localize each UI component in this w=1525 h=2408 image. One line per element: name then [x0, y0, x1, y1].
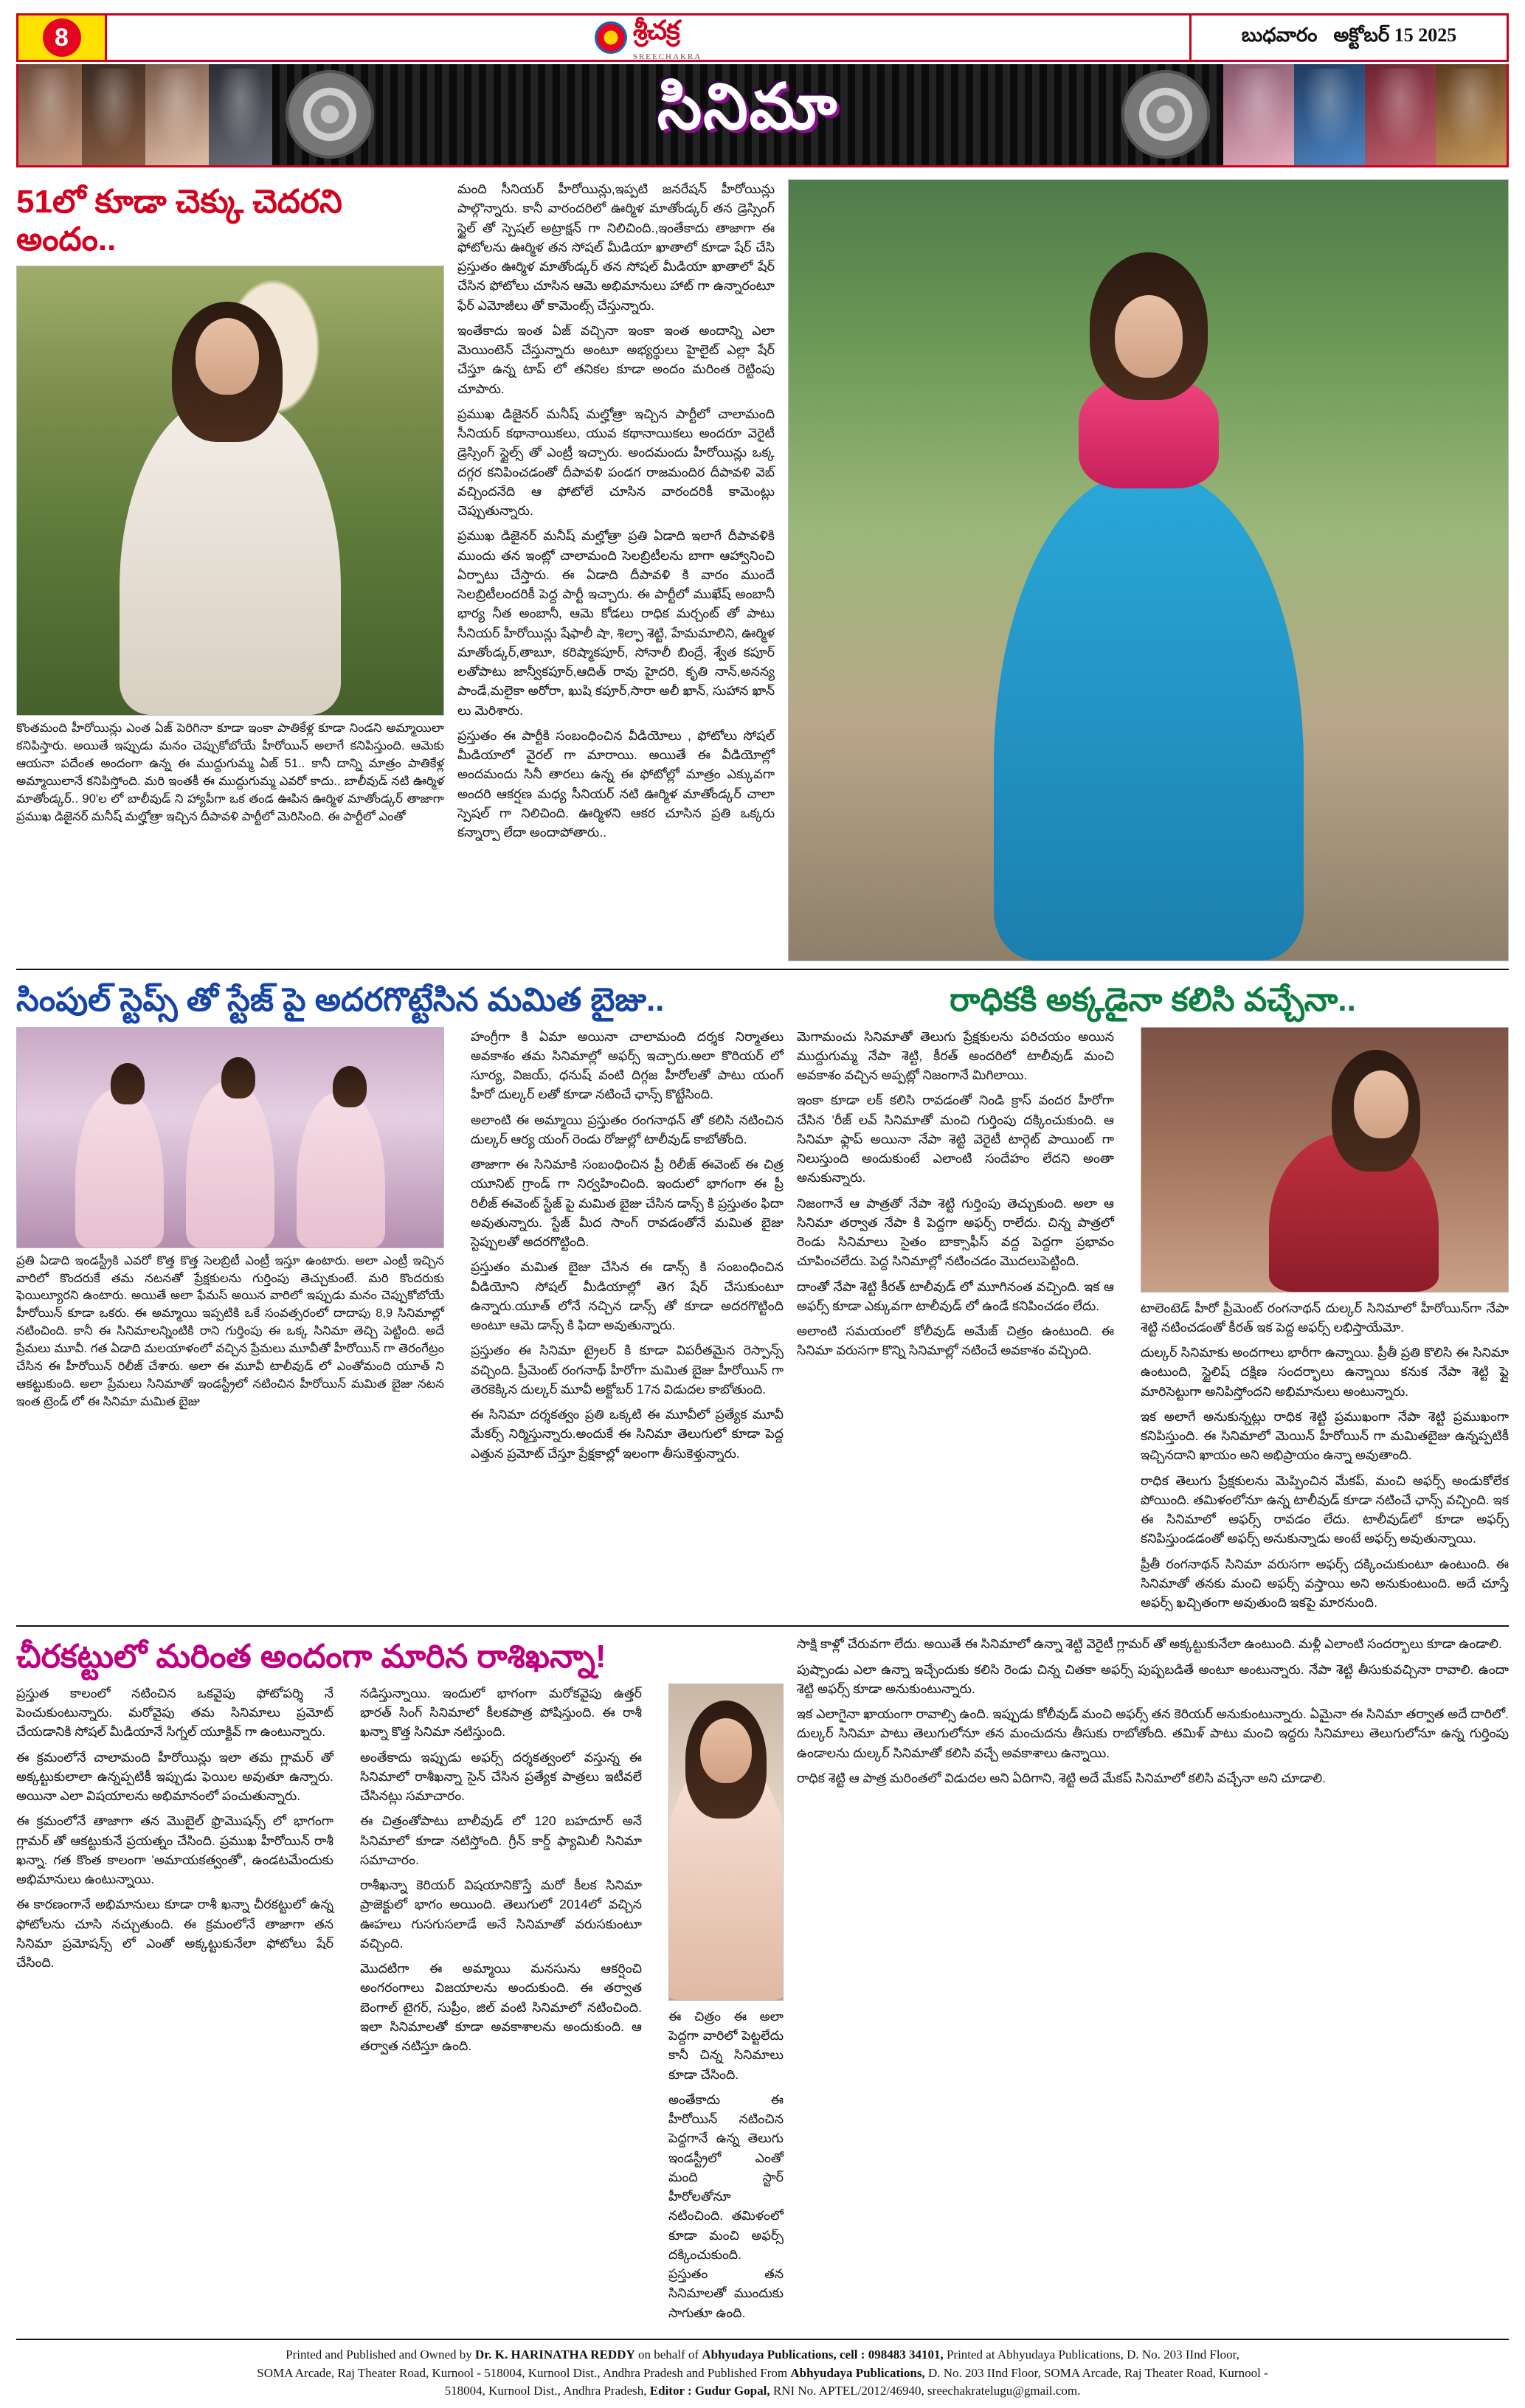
imprint-line-1 — [16, 2346, 1509, 2364]
story-1-para-2: ఇంతేకాదు ఇంత ఏజ్ వచ్చినా ఇంకా ఇంత అందాన్ని ఎలా మెయింటెన్ చేస్తున్నారు అంటూ అభ్యర్థులు హైలైట్ ఎల్లా షేర్ చేస్తూ ఉన్న టాప్ లో తనికల కూడా అందం మరింత రెట్టింపు చూపారు. — [457, 322, 775, 396]
story-3-right-para-2: దుల్కర్ సినిమాకు అందగాలు భారీగా ఉన్నాయి. ప్రీతీ ప్రతి కొలిసి ఈ సినిమా ఉంటుంది, స్టైలిష్ దక్షిణ సందర్భాలు ఉన్నాయి కనుక నేపా శెట్టి ఫ్లై మారిసెట్టుగా అనిపిస్తోందని అభిమానులు అంటున్నారు. — [1141, 1345, 1509, 1399]
banner-photo-6 — [1294, 64, 1365, 165]
masthead-weekday: బుధవారం — [1241, 24, 1318, 46]
sandeepa-photo — [788, 179, 1509, 961]
banner-photo-2 — [82, 64, 145, 165]
radhika-photo — [1141, 1027, 1509, 1293]
story-3-right-para-3: ఇక అలాగే అనుకున్నట్లు రాధిక శెట్టి ప్రముఖంగా నేపా శెట్టి ప్రముఖంగా కనిపిస్తుంది. ఈ సినిమాలో మెయిన్ హీరోయిన్ గా మమితబైజు ఉన్నప్పటికీ ఇచ్చినదాని ఖాయం అని అభిప్రాయం ఉన్నా అవుతాంది. — [1141, 1408, 1509, 1463]
imprint-line-2 — [16, 2364, 1509, 2383]
raashii-photo — [668, 1684, 784, 2001]
story-4-c2-para-3: ఈ చిత్రంతోపాటు బాలీవుడ్ లో 120 బహదూర్ అనే సినిమాలో కూడా నటిస్తోంది. గ్రీన్ కార్డ్ ఫ్యామిలీ సినిమా సమాచారం. — [360, 1813, 642, 1867]
banner-photo-5 — [1223, 64, 1294, 165]
urmila-photo — [16, 266, 444, 716]
imprint-mid: on behalf of — [634, 2347, 702, 2362]
story-2-caption: ప్రతి ఏడాది ఇండస్ట్రీకి ఎవరో కొత్త కొత్త సెలబ్రిటీ ఎంట్రీ ఇస్తూ ఉంటారు. అలా ఎంట్రీ ఇచ్చిన వారిలో కొందరుకే తమ నటనతో ప్రేక్షకులను గుర్తింపు తెచ్చుకుంటే. మరి కొందరుకు ఫెయిల్యూరని ఉంటారు. అయితే అలా ఫేమస్ అయిన వారిలో ఇప్పుడు మనం చెప్పుకోబోయే హీరోయిన్ కూడా ఒకరు. ఈ అమ్మాయి ఇప్పటికి ఒకే సంవత్సరంలో దాదాపు 8,9 సినిమాల్లో నటించింది. కానీ ఈ సినిమాలన్నింటికి రాని గుర్తింపు ఈ ఒక్క సినిమా తెచ్చి పెట్టింది. అదే ప్రేమలు మూవీ. గత ఏడాది మలయాళంలో వచ్చిన ప్రేమలు మూవీతో హీరోయిన్ గా తెరంగేట్రం చేసిన ఈ హీరోయిన్ రిలీజ్ చేశారు. అలా ఈ మూవీ టాలీవుడ్ లో ఎంతోమంది యూత్ ని ఆకట్టుకుంది. అలా ప్రేమలు సినిమాతో ఇండస్ట్రీలో నటించిన హీరోయిన్ మమిత బైజు నటన ఇంత ట్రెండ్ లో ఈ సినిమా మమిత బైజు — [16, 1253, 444, 1408]
banner-photo-4 — [209, 64, 272, 165]
story-3-cont-para-4: రాధిక శెట్టి ఆ పాత్ర మరింతలో విడుదల అని ఏదిగాని, శెట్టి అదే మేకప్ సినిమాలో కలిసి వచ్చేనా అని చూడాలి. — [797, 1770, 1327, 1785]
banner-title: సినిమా — [657, 71, 839, 142]
story-1-para-1: మంది సీనియర్ హీరోయిన్లు,ఇప్పటి జనరేషన్ హీరోయిన్లు పాల్గొన్నారు. కానీ వారందరిలో ఊర్మిళ మాతోండ్కర్ తన డ్రెస్సింగ్ స్టైల్ తో స్పెషల్ అట్రాక్షన్ గా నిలిచింది.,ఇంతేకాదు తాజాగా ఈ ఫోటోలను ఊర్మిళ తన సోషల్ మీడియా ఖాతాలో కూడా షేర్ చేసి ప్రస్తుతం ఊర్మిళ మాతోండ్కర్ తన సోషల్ మీడియా ఖాతాలో షేర్ చేసిన ఫోటోలు చూసిన ఆమె అభిమానులు హాట్ గా ఉన్నారంటూ ఫేర్ ఎమోజీలు తో కామెంట్స్ చేస్తున్నారు. — [457, 181, 775, 313]
story-3-body-right — [1141, 1298, 1509, 1613]
imprint-address-1: SOMA Arcade, Raj Theater Road, Kurnool - 518004, Kurnool Dist., Andhra Pradesh and Published From — [257, 2365, 791, 2380]
imprint-publisher-cell: Abhyudaya Publications, cell : 098483 34101, — [702, 2347, 944, 2362]
masthead-date — [1189, 15, 1507, 60]
story-1 — [16, 179, 1509, 961]
brand-block — [107, 15, 1189, 60]
story-4-c2-para-5: మొదటిగా ఈ అమ్మాయి మనసును ఆకర్షించి అంగరంగాలు విజయాలను అందుకుంది. ఈ తర్వాత బెంగాల్ టైగర్, సుప్రీం, జిల్ వంటి సినిమాలో నటించింది. ఇలా సినిమాలతో కూడా అవకాశాలను అందుకుంది. ఆ తర్వాత నటిస్తూ ఉంది. — [360, 1961, 642, 2054]
story-2-para-4: ప్రస్తుతం మమిత బైజు చేసిన ఈ డాన్స్ కి సంబంధించిన వీడియోని సోషల్ మీడియాల్లో తెగ షేర్ చేసుకుంటూ ఉన్నారు.యూత్ లోనే నచ్చిన డాన్స్ తో కూడా అదరగొట్టింది అంటూ ఆమె డాన్స్ కి ఫిదా అవుతున్నారు. — [471, 1259, 784, 1333]
story-4-c2-para-1: నడిస్తున్నాయి. ఇందులో భాగంగా మరోకవైపు ఉత్తర్ భారత్ సింగ్ సినిమాలో కీలకపాత్ర పోషిస్తుంది. ఈ రాశీ ఖన్నా కొత్త సినిమా నటిస్తుంది. — [360, 1685, 642, 1740]
story-1-para-3: ప్రముఖ డిజైనర్ మనీష్ మల్హోత్రా ఇచ్చిన పార్టీలో చాలామంది సీనియర్ కథానాయికలు, యువ కథానాయికలు అందరూ వెరైటీ డ్రెస్సింగ్ స్టైల్స్ తో ఎంట్రీ ఇచ్చారు. అందమందు హీరోయిన్లు ఒక్క దగ్గర కనిపించడంతో దీపావళి పండగ రాజమందిర దీపావళి వెబ్ వచ్చిందనేది ఆ ఫోటోలే చూసిన వారందరికీ కామెంట్లు చెప్పుతున్నారు. — [457, 406, 775, 518]
imprint-owner: Dr. K. HARINATHA REDDY — [474, 2347, 635, 2362]
imprint-suffix: Printed at Abhyudaya Publications, D. No. 203 IInd Floor, — [943, 2347, 1239, 2362]
masthead-date-text: అక్టోబర్ 15 2025 — [1333, 24, 1457, 46]
film-reel-icon-left — [286, 70, 374, 159]
divider-1 — [16, 969, 1509, 970]
story-2-para-3: తాజాగా ఈ సినిమాకి సంబంధించిన ప్రీ రిలీజ్ ఈవెంట్ ఈ చిత్ర యూనిట్ గ్రాండ్ గా నిర్వహించింది. ఇందులో భాగంగా ఈ ప్రీ రిలీజ్ ఈవెంట్ స్టేజ్ పై మమిత బైజు చేసిన డాన్స్ కి ప్రస్తుతం ఫిదా అవుతున్నారు. స్టేజ్ మీద సాంగ్ రావడంతోనే మమిత బైజు స్టెప్పులతో అదరగొట్టింది. — [471, 1157, 784, 1250]
imprint-publisher-2: Abhyudaya Publications, — [790, 2365, 925, 2380]
story-4-body-3 — [668, 2007, 784, 2322]
story-4-c1-para-2: ఈ క్రమంలోనే చాలామంది హీరోయిన్లు ఇలా తమ గ్లామర్ తో అక్కట్టుకులాలా ఉన్నప్పటికీ ఇప్పుడు ఫెయిల అవుతూ ఉన్నారు. అయినా ఎలా విషయాలను అభిమానంలో పంచుతున్నారు. — [16, 1749, 333, 1804]
banner-photo-1 — [18, 64, 82, 165]
story-2-3-row — [16, 978, 1509, 1618]
story-3-cont-para-3: ఇక ఎలాగైనా ఖాయంగా రావాల్సి ఉంది. ఇప్పుడు కోలీవుడ్ మంచి అఫర్స్ తన కెరియర్ అనుకుంటున్నారు. ఏమైనా ఈ సినిమా తర్వాత అదే దారిలో. దుల్కర్ సినిమా పాటు తెలుగులోనూ తన మంచుదను తీసుకు రాబోతోంది. తమిళ్ పాటు మంచి ఇద్దరు సినిమాలు తెలుగులోనూ ఉన్న గుర్తింపు ఉండాలను దుల్కర్ సినిమాతో కలిసి వచ్చే అవకాశాలు ఉన్నాయి. — [797, 1706, 1509, 1760]
story-2-para-5: ప్రస్తుతం ఈ సినిమా ట్రైలర్ కి కూడా విపరీతమైన రెస్పాన్స్ వచ్చింది. ప్రీమెంట్ రంగనాథ్ హీరోగా మమిత బైజు హీరోయిన్ గా తెరకెక్కిన దుల్కర్ మూవీ అక్టోబర్ 17న విడుదల కాబోతుంది. — [471, 1343, 784, 1397]
imprint-line-3 — [16, 2382, 1509, 2401]
story-4-c3-para-2: అంతేకాదు ఈ హీరోయిన్ నటించిన పెద్దగానే ఉన్న తెలుగు ఇండస్ట్రీలో ఎంతో మంది స్టార్ హీరోలతోనూ నటించింది. తమిళంలో కూడా మంచి అఫర్స్ దక్కించుకుంది. ప్రస్తుతం తన సినిమాలతో ముందుకు సాగుతూ ఉంది. — [668, 2092, 784, 2320]
story-2-para-6: ఈ సినిమా దర్శకత్వం ప్రతి ఒక్కటి ఈ మూవీలో ప్రత్యేక మూవీ మేకర్స్ నిర్మిస్తున్నారు.అందుకే ఈ సినిమా తెలుగులో కూడా పెద్ద ఎత్తున ప్రమోట్ చేస్తూ ప్రేక్షకాల్లో ఇలంగా తీసుకెళ్తున్నారు. — [471, 1407, 784, 1461]
imprint-footer — [16, 2339, 1509, 2401]
cinema-banner — [16, 64, 1509, 167]
story-2-para-2: అలాంటి ఈ అమ్మాయి ప్రస్తుతం రంగనాథన్ తో కలిసి నటించిన దుల్కర్ ఆర్య యంగ్ రెండు రోజుల్లో టాలీవుడ్ కాబోతోంది. — [471, 1112, 784, 1146]
imprint-address-2: D. No. 203 IInd Floor, SOMA Arcade, Raj Theater Road, Kurnool - — [924, 2365, 1268, 2380]
story-4-c2-para-2: అంతేకాదు ఇప్పుడు అఫర్స్ దర్శకత్వంలో వస్తున్న ఈ సినిమాలో రాశీఖన్నా సైన్ చేసిన ప్రత్యేక పాత్రలు ఇటీవలే చేసినట్లు సమాచారం. — [360, 1749, 642, 1804]
story-2-body — [471, 1027, 784, 1463]
story-4-body-1 — [16, 1684, 333, 1973]
story-3-cont-para-1: సాక్షి కాళ్లో చేరువగా లేదు. అయితే ఈ సినిమాలో ఉన్నా శెట్టి వెరైటీ గ్లామర్ తో అక్కట్టుకునేలా ఉంటుంది. మళ్లీ ఎలాంటి సందర్భాలు కూడా ఉండాలి. — [797, 1636, 1502, 1652]
story-4 — [16, 1634, 1509, 2328]
brand-title: శ్రీచక్ర — [632, 15, 679, 45]
brand-subtitle: SREECHAKRA — [632, 52, 702, 61]
story-3-para-2: ఇంకా కూడా లక్ కలిసి రావడంతో నిండి క్రాస్ వందర హీరోగా చేసిన 'రీజ్ లవ్ సినిమాతో మంచి గుర్తింపు దక్కించుకుంది. ఆ సినిమా ఫ్లాప్ అయినా నేపా శెట్టి వెరైటీ టార్గెట్ పాయింట్ గా నిలుస్తుంది అందుకుంటే ఎలాంటి సందేహం లేదని అంతా అనుకున్నారు. — [797, 1093, 1114, 1186]
mamitha-stage-photo — [16, 1027, 444, 1248]
banner-photo-7 — [1365, 64, 1436, 165]
story-1-para-4: ప్రముఖ డిజైనర్ మనీష్ మల్హోత్రా ప్రతి ఏడాది ఇలాగే దీపావళికి ముందు తన ఇంట్లో చాలామంది సెలబ్రిటీలను బాగా ఆహ్వానించి ఏర్పాటు చేస్తారు. ఈ ఏడాది దీపావళి కి వారం ముందే సెలబ్రిటీలందరికీ పెద్ద పార్టీ ఇచ్చారు. ఈ పార్టీలో ముఖేష్ అంబానీ భార్య నీత అంబానీ, ఆమె కోడలు రాధిక మర్చంట్ తో పాటు సీనియర్ హీరోయిన్లు షేఫాలీ షా, శిల్పా శెట్టి, హేమమాలిని, ఊర్మిళ మాతోండ్కర్,తాబూ, కరిష్మాకపూర్, సోనాలీ బింద్రే, శ్వేత కపూర్ లతోపాటు జాన్వీకపూర్,ఆదిత్ రావు హైదరి, కృతి నాన్,అనన్య పాండే,మలైకా అరోరా, ఖుషి కపూర్,సారా అలీ ఖాన్, సుహాన ఖాన్ లు మెరిశారు. — [457, 528, 775, 718]
story-3-right-para-1: టాలెంటెడ్ హీరో ప్రీమెంట్ రంగనాథన్ దుల్కర్ సినిమాలో హీరోయిన్‌గా నేపా శెట్టి నటించడంతో కీరత్ ఇక పెద్ద అఫర్స్ లభిస్తాయేమో. — [1141, 1300, 1509, 1335]
film-reel-icon-right — [1121, 70, 1210, 159]
story-1-para-5: ప్రస్తుతం ఈ పార్టీకి సంబంధించిన వీడియోలు , ఫోటోలు సోషల్ మీడియాలో వైరల్ గా మారాయి. అయితే ఈ వీడియోల్లో అందమందు సినీ తారలు ఉన్న ఈ ఫోటోల్లో మాత్రం ఎక్కువగా అందరి ఆకర్షణ మధ్య సీనియర్ నటి ఊర్మిళ మాతోండ్కర్ చాలా స్పెషల్ గా నిలిచింది. ఊర్మిళని ఆకర చూసిన ప్రతి ఒక్కరు కన్నార్పా లేదా అందాపోతారు.. — [457, 727, 775, 840]
story-2-para-1: హంగ్రీగా కి ఏమా అయినా చాలామంది దర్శక నిర్మాతలు అవకాశం తమ సినిమాల్లో అఫర్స్ ఇచ్చారు.అలా కొరియర్ లో సూర్య, విజయ్, ధనుష్ వంటి దిగ్గజ హీరోలతో పాటు యంగ్ హీరో దుల్కర్ లతో కూడా నటించే ఛాన్స్ కొట్టేసింది. — [471, 1028, 784, 1102]
story-3-body-left — [797, 1027, 1114, 1360]
masthead — [16, 13, 1509, 62]
story-3-para-5: అలాంటి సమయంలో కోలీవుడ్ అమేజ్ చిత్రం ఉంటుంది. ఈ సినిమా వరుసగా కొన్ని సినిమాల్లో నటించే అవకాశం వచ్చింది. — [797, 1324, 1114, 1358]
story-2-headline: సింపుల్ స్టెప్స్ తో స్టేజ్ పై అదరగొట్టేసిన మమిత బైజు.. — [16, 982, 665, 1018]
brand — [595, 15, 702, 61]
story-1-body — [457, 179, 775, 842]
banner-center — [272, 64, 1223, 165]
story-4-c1-para-1: ప్రస్తుత కాలంలో నటించిన ఒకవైపు ఫోటోపర్శి నే పెంచుకుంటున్నారు. మరోవైపు తమ సినిమాలు ప్రమోట్ చేయడానికి సోషల్ మీడియానే సిగ్నల్ యూక్టివ్ గా ఉంటున్నారు. — [16, 1685, 333, 1740]
story-4-body-2 — [360, 1684, 642, 2056]
banner-photo-8 — [1436, 64, 1507, 165]
story-3-cont-para-2: పుష్పాండు ఎలా ఉన్నా ఇచ్చేందుకు కలిసి రెండు చిన్న చితకా అఫర్స్ పుష్పబడితే అంటూ అంటున్నారు. నేపా శెట్టి తీసుకువచ్చినా రావాలి. ఉందా శెట్టి అఫర్స్ కూడా అనుకుంటున్నారు. — [797, 1661, 1509, 1696]
imprint-prefix: Printed and Published and Owned by — [286, 2347, 475, 2362]
story-4-c1-para-3: ఈ క్రమంలోనే తాజాగా తన మొబైల్ ఫ్రొమొషన్స్ లో భాగంగా గ్లామర్ తో ఆకట్టుకునే ప్రయత్నం చేసింది. ప్రముఖ హీరోయిన్ రాశీ ఖన్నా. గత కొంత కాలంగా 'అమాయకత్వంతో', ఉండటమేందుకు అభిమానులు ఉంటున్నాయి. — [16, 1813, 333, 1887]
story-1-caption: కొంతమంది హీరోయిన్లు ఎంత ఏజ్ పెరిగినా కూడా ఇంకా పాతికేళ్ల కూడా నిండని అమ్మాయిలా కనిపిస్తారు. అయితే ఇప్పుడు మనం చెప్పుకోబోయే హీరోయిన్ అలాగే కనిపిస్తుంది. ఆమెకు ఆయనా పదేంత అందంగా ఉన్న ఈ ముద్దుగుమ్మ ఏజ్ 51.. కానీ దాన్ని మాత్రం పాతికేళ్ల అమ్మాయిలానే కనిపిస్తోంది. మరి ఇంతకీ ఈ ముద్దుగుమ్మ ఎవరో కాదు.. బాలీవుడ్ నటి ఊర్మిళ మాతోండ్కర్.. 90'ల లో బాలీవుడ్ ని హ్యాపీగా ఒక తండ ఊపిన ఊర్మిళ మాతోండ్కర్ తాజాగా ప్రముఖ డిజైనర్ మనీష్ మల్హోత్రా ఇచ్చిన దీపావళి పార్టీలో మెరిసింది. ఈ పార్టీలో ఎంతో — [16, 722, 444, 823]
story-3-para-4: దాంతో నేపా శెట్టి కీరత్ టాలీవుడ్ లో మూగినంత వచ్చింది. ఇక ఆ అఫర్స్ కూడా ఎక్కువగా టాలీవుడ్ లో ఉండే కనిపించడం లేదు. — [797, 1279, 1114, 1313]
story-1-headline: 51లో కూడా చెక్కు చెదరని అందం.. — [16, 184, 342, 257]
divider-2 — [16, 1625, 1509, 1627]
story-3-para-1: మెగామంచు సినిమాతో తెలుగు ప్రేక్షకులను పరిచయం అయిన ముద్దుగుమ్మ నేపా శెట్టి, కీరత్ అందరిలో టాలీవుడ్ మంచి అవకాశం వచ్చిన అప్పట్లో నిజంగానే మిగిలాయి. — [797, 1028, 1114, 1083]
story-4-c1-para-4: ఈ కారణంగానే అభిమానులు కూడా రాశీ ఖన్నా చీరకట్టులో ఉన్న ఫోటోలను చూసి నచ్చుతుంది. ఈ క్రమంలోనే తాజాగా తన సినిమా ప్రమోషన్స్ లో ఎంతో అక్కట్టుకునేలా ఫోటోలు షేర్ చేసింది. — [16, 1897, 333, 1971]
story-3-headline: రాధికకి అక్కడైనా కలిసి వచ్చేనా.. — [950, 982, 1356, 1018]
story-4-c3-para-1: ఈ చిత్రం ఈ అలా పెద్దగా వారిలో పెట్టలేదు కానీ చిన్న సినిమాలు కూడా చేసింది. — [668, 2008, 784, 2082]
story-4-c2-para-4: రాశీఖన్నా కెరియర్ విషయానికొస్తే మరో కీలక సినిమా ప్రాజెక్టులో భాగం అయింది. తెలుగులో 2014లో వచ్చిన ఊహలు గుసగుసలాడే అనే సినిమాతో వరుసకుంటూ వచ్చింది. — [360, 1878, 642, 1951]
story-3-right-para-4: రాధిక తెలుగు ప్రేక్షకులను మెప్పించిన మేకప్, మంచి అఫర్స్ అండుకోలేక పోయింది. తమిళంలోనూ ఉన్న టాలీవుడ్ కూడా నటించే ఛాన్స్ వచ్చింది. ఇక ఈ సినిమాలో అఫర్స్ రావడం లేదు. టాలీవుడ్‌లో కూడా అఫర్స్ కనిపిస్తుండడంతో అఫర్స్ అనుకున్నాడు అంటే అఫర్స్ అవుతున్నాయి. — [1141, 1473, 1509, 1546]
story-3-para-3: నిజంగానే ఆ పాత్రతో నేపా శెట్టి గుర్తింపు తెచ్చుకుంది. అలా ఆ సినిమా తర్వాత నేపా కి పెద్దగా అఫర్స్ రాలేదు. చిన్న పాత్రలో రెండు సినిమాలు సైతం బాక్సాఫీస్ వద్ద పెద్దగా ప్రభావం చూపించలేదు. పెద్ద సినిమాల్లో నటించడం మొదలుపెట్టింది. — [797, 1195, 1114, 1269]
imprint-rni: RNI No. APTEL/2012/46940, — [770, 2384, 928, 2398]
story-4-headline: చీరకట్టులో మరింత అందంగా మారిన రాశిఖన్నా! — [16, 1639, 606, 1675]
banner-photo-3 — [145, 64, 209, 165]
imprint-email[interactable]: sreechakratelugu@gmail.com. — [927, 2384, 1081, 2398]
imprint-editor: Editor : Gudur Gopal, — [649, 2384, 770, 2398]
page-number: 8 — [43, 18, 81, 57]
sreechakra-logo-icon — [595, 21, 627, 54]
story-3-continuation — [797, 1634, 1509, 1788]
imprint-address-3: 518004, Kurnool Dist., Andhra Pradesh, — [444, 2384, 650, 2398]
story-3-right-para-5: ప్రీతీ రంగనాథన్ సినిమా వరుసగా అఫర్స్ దక్కించుకుంటూ ఉంటుంది. ఈ సినిమాతో తనకు మంచి అఫర్స్ వస్తాయి అని అనుకుంటుంది. అదే చూస్తే అఫర్స్ ఖచ్చితంగా అవుతుంది ఇకపై మారనుంది. — [1141, 1556, 1509, 1610]
page-number-badge — [18, 15, 107, 60]
